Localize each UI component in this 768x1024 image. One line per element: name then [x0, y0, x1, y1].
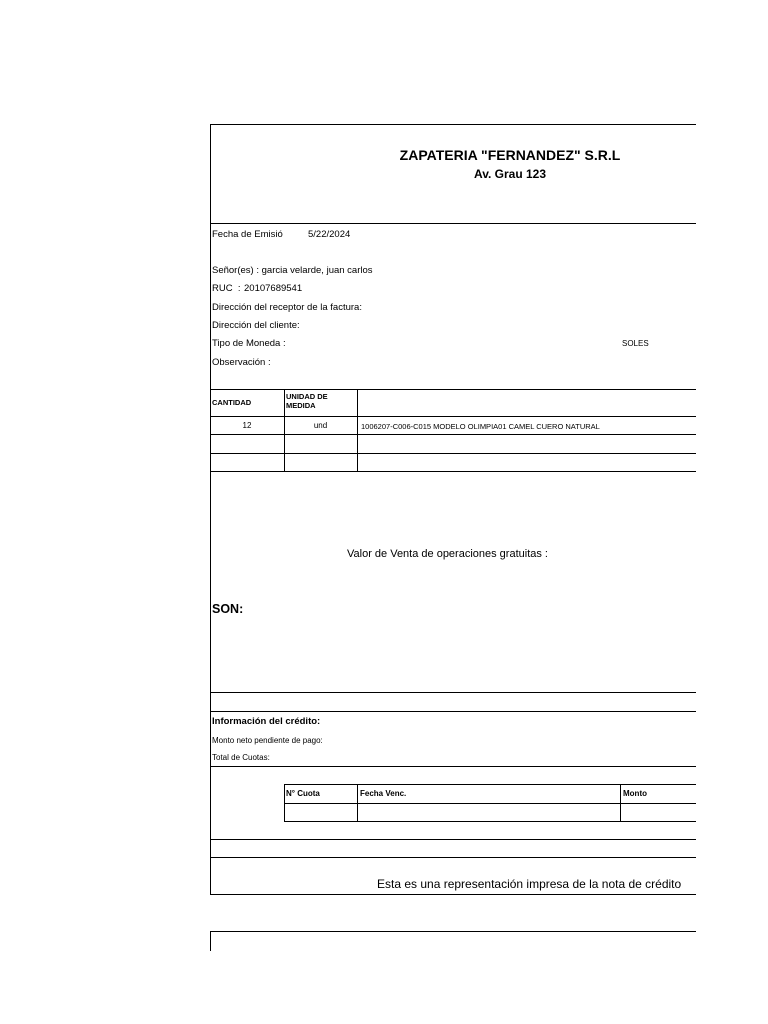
ruc-value: 20107689541	[244, 283, 303, 294]
row-1-unidad: und	[313, 421, 328, 430]
son-label: SON:	[212, 602, 244, 616]
cuotas-table-rule	[284, 821, 696, 822]
frame-top-border	[210, 124, 696, 125]
observacion-label: Observación :	[212, 357, 271, 368]
monto-neto-label: Monto neto pendiente de pago:	[212, 736, 323, 745]
company-address: Av. Grau 123	[473, 167, 547, 181]
company-name: ZAPATERIA "FERNANDEZ" S.R.L	[399, 147, 621, 163]
frame-bottom-border	[210, 894, 696, 895]
next-page-left-border	[210, 931, 211, 951]
divider	[210, 766, 696, 767]
items-table-rule	[210, 453, 696, 454]
valor-venta-gratuitas: Valor de Venta de operaciones gratuitas :	[347, 548, 548, 560]
divider	[210, 857, 696, 858]
divider	[210, 692, 696, 693]
divider	[210, 839, 696, 840]
row-1-cantidad: 12	[242, 421, 252, 430]
fecha-emision-label: Fecha de Emisió	[212, 229, 283, 240]
items-table-rule	[210, 389, 696, 390]
items-table-rule	[210, 416, 696, 417]
header-monto: Monto	[623, 789, 647, 798]
cuotas-table-column-rule	[620, 784, 621, 822]
credit-info-title: Información del crédito:	[212, 716, 321, 727]
cuotas-table-column-rule	[284, 784, 285, 822]
cuotas-table-rule	[284, 784, 696, 785]
header-numero-cuota: N° Cuota	[286, 789, 320, 798]
items-table	[210, 389, 696, 472]
direccion-receptor: Dirección del receptor de la factura:	[212, 302, 362, 313]
tipo-moneda-label: Tipo de Moneda :	[212, 338, 286, 349]
header-unidad-medida: UNIDAD DE MEDIDA	[286, 392, 328, 410]
header-fecha-venc: Fecha Venc.	[360, 789, 407, 798]
items-table-column-rule	[284, 389, 285, 472]
total-cuotas-label: Total de Cuotas:	[212, 753, 270, 762]
tipo-moneda-value: SOLES	[622, 339, 649, 348]
cuotas-table	[284, 784, 696, 822]
cuotas-table-column-rule	[357, 784, 358, 822]
fecha-emision-value: 5/22/2024	[308, 229, 351, 240]
direccion-cliente: Dirección del cliente:	[212, 320, 300, 331]
row-1-descripcion: 1006207-C006-C015 MODELO OLIMPIA01 CAMEL CUERO NATURAL	[361, 422, 600, 431]
next-page-top-border	[210, 931, 696, 932]
header-divider	[210, 223, 696, 224]
items-table-rule	[210, 471, 696, 472]
footer-note: Esta es una representación impresa de la nota de crédito	[377, 877, 682, 891]
frame-left-border	[210, 124, 211, 895]
divider	[210, 711, 696, 712]
customer-name: Señor(es) : garcia velarde, juan carlos	[212, 265, 373, 276]
cuotas-table-rule	[284, 803, 696, 804]
items-table-rule	[210, 434, 696, 435]
header-cantidad: CANTIDAD	[212, 398, 252, 407]
items-table-column-rule	[357, 389, 358, 472]
ruc-label: RUC :	[212, 283, 241, 294]
